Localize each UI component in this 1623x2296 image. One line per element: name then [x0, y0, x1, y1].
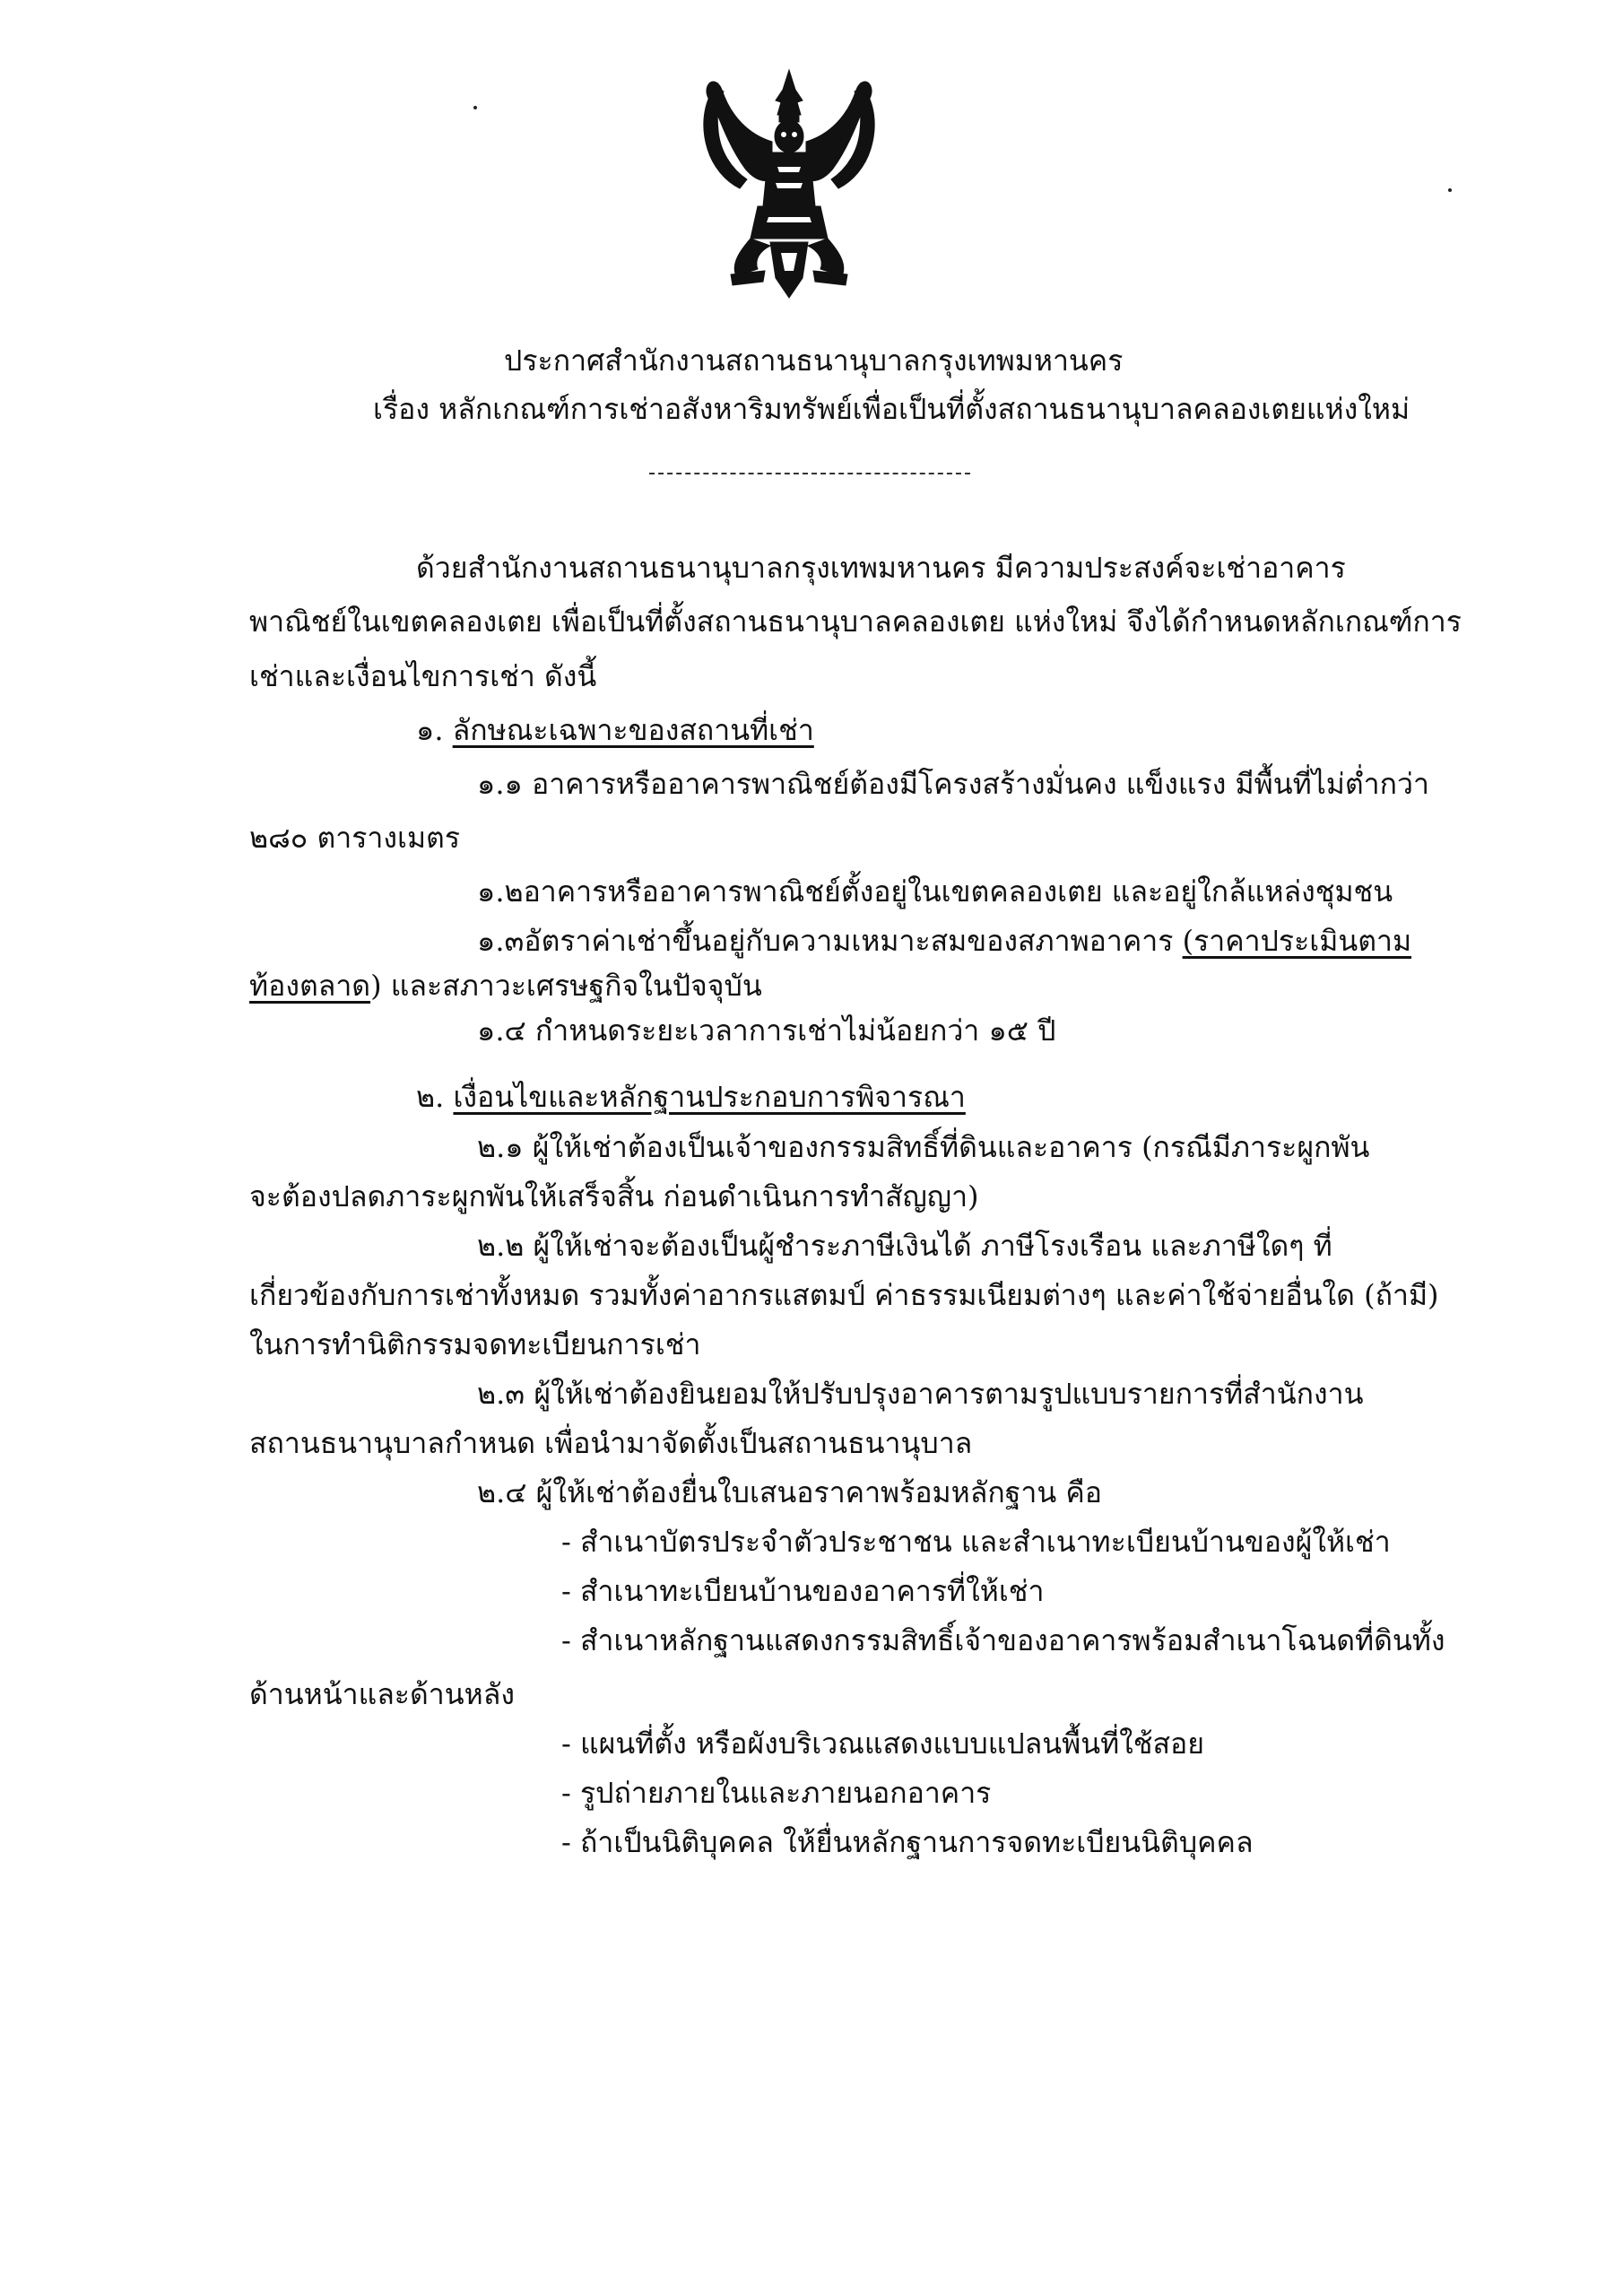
section-1-number: ๑. — [416, 713, 444, 747]
item-1-3-text: ๑.๓อัตราค่าเช่าขึ้นอยู่กับความเหมาะสมของสภาพอาคาร — [477, 924, 1183, 958]
document-item-4: - แผนที่ตั้ง หรือผังบริเวณแสดงแบบแปลนพื้นที่ใช้สอย — [561, 1726, 1205, 1761]
item-1-3-line-2 — [249, 967, 762, 1004]
section-2-heading — [416, 1078, 966, 1116]
section-2-number: ๒. — [416, 1080, 445, 1114]
section-2-title: เงื่อนไขและหลักฐานประกอบการพิจารณา — [453, 1080, 966, 1114]
garuda-emblem-icon — [695, 63, 883, 303]
item-2-2-line-3: ในการทำนิติกรรมจดทะเบียนการเช่า — [249, 1327, 701, 1361]
item-1-3-underlined-2: ท้องตลาด — [249, 969, 371, 1003]
item-1-1-line-2: ๒๘๐ ตารางเมตร — [249, 821, 461, 855]
item-1-3-underlined: (ราคาประเมินตาม — [1182, 924, 1412, 958]
announcement-subject: เรื่อง หลักเกณฑ์การเช่าอสังหาริมทรัพย์เพื่อเป็นที่ตั้งสถานธนานุบาลคลองเตยแห่งใหม่ — [373, 392, 1410, 426]
intro-line-1: ด้วยสำนักงานสถานธนานุบาลกรุงเทพมหานคร มีความประสงค์จะเช่าอาคาร — [416, 551, 1346, 585]
item-1-3-line-1 — [477, 922, 1411, 960]
item-1-4: ๑.๔ กำหนดระยะเวลาการเช่าไม่น้อยกว่า ๑๕ ปี — [477, 1013, 1056, 1048]
item-1-3-text-2: ) และสภาวะเศรษฐกิจในปัจจุบัน — [370, 969, 762, 1003]
item-2-3-line-2: สถานธนานุบาลกำหนด เพื่อนำมาจัดตั้งเป็นสถานธนานุบาล — [249, 1426, 973, 1460]
item-2-2-line-1: ๒.๒ ผู้ให้เช่าจะต้องเป็นผู้ชำระภาษีเงินได้ ภาษีโรงเรือน และภาษีใดๆ ที่ — [477, 1229, 1332, 1263]
item-2-2-line-2: เกี่ยวข้องกับการเช่าทั้งหมด รวมทั้งค่าอากรแสตมป์ ค่าธรรมเนียมต่างๆ และค่าใช้จ่ายอื่นใด (ถ้ามี) — [249, 1278, 1439, 1312]
item-1-2: ๑.๒อาคารหรืออาคารพาณิชย์ตั้งอยู่ในเขตคลองเตย และอยู่ใกล้แหล่งชุมชน — [477, 874, 1393, 909]
item-2-4: ๒.๔ ผู้ให้เช่าต้องยื่นใบเสนอราคาพร้อมหลักฐาน คือ — [477, 1475, 1102, 1509]
scan-speck — [473, 106, 477, 109]
item-2-1-line-1: ๒.๑ ผู้ให้เช่าต้องเป็นเจ้าของกรรมสิทธิ์ที่ดินและอาคาร (กรณีมีภาระผูกพัน — [477, 1130, 1370, 1164]
document-item-2: - สำเนาทะเบียนบ้านของอาคารที่ให้เช่า — [561, 1574, 1045, 1608]
document-item-3-line-2: ด้านหน้าและด้านหลัง — [249, 1677, 515, 1711]
document-item-3-line-1: - สำเนาหลักฐานแสดงกรรมสิทธิ์เจ้าของอาคารพร้อมสำเนาโฉนดที่ดินทั้ง — [561, 1623, 1445, 1657]
document-item-1: - สำเนาบัตรประจำตัวประชาชน และสำเนาทะเบียนบ้านของผู้ให้เช่า — [561, 1525, 1391, 1559]
section-1-heading — [416, 711, 814, 749]
announcement-title: ประกาศสำนักงานสถานธนานุบาลกรุงเทพมหานคร — [504, 344, 1124, 378]
intro-line-3: เช่าและเงื่อนไขการเช่า ดังนี้ — [249, 659, 597, 693]
document-item-5: - รูปถ่ายภายในและภายนอกอาคาร — [561, 1776, 992, 1810]
item-1-1-line-1: ๑.๑ อาคารหรืออาคารพาณิชย์ต้องมีโครงสร้างมั่นคง แข็งแรง มีพื้นที่ไม่ต่ำกว่า — [477, 767, 1429, 801]
document-item-6: - ถ้าเป็นนิติบุคคล ให้ยื่นหลักฐานการจดทะเบียนนิติบุคคล — [561, 1825, 1254, 1859]
item-2-3-line-1: ๒.๓ ผู้ให้เช่าต้องยินยอมให้ปรับปรุงอาคารตามรูปแบบรายการที่สำนักงาน — [477, 1377, 1364, 1411]
scan-speck — [1448, 188, 1452, 192]
item-2-1-line-2: จะต้องปลดภาระผูกพันให้เสร็จสิ้น ก่อนดำเนินการทำสัญญา) — [249, 1179, 979, 1213]
section-1-title: ลักษณะเฉพาะของสถานที่เช่า — [452, 713, 814, 747]
intro-line-2: พาณิชย์ในเขตคลองเตย เพื่อเป็นที่ตั้งสถานธนานุบาลคลองเตย แห่งใหม่ จึงได้กำหนดหลักเกณฑ์การ — [249, 604, 1462, 639]
title-divider — [649, 473, 970, 474]
